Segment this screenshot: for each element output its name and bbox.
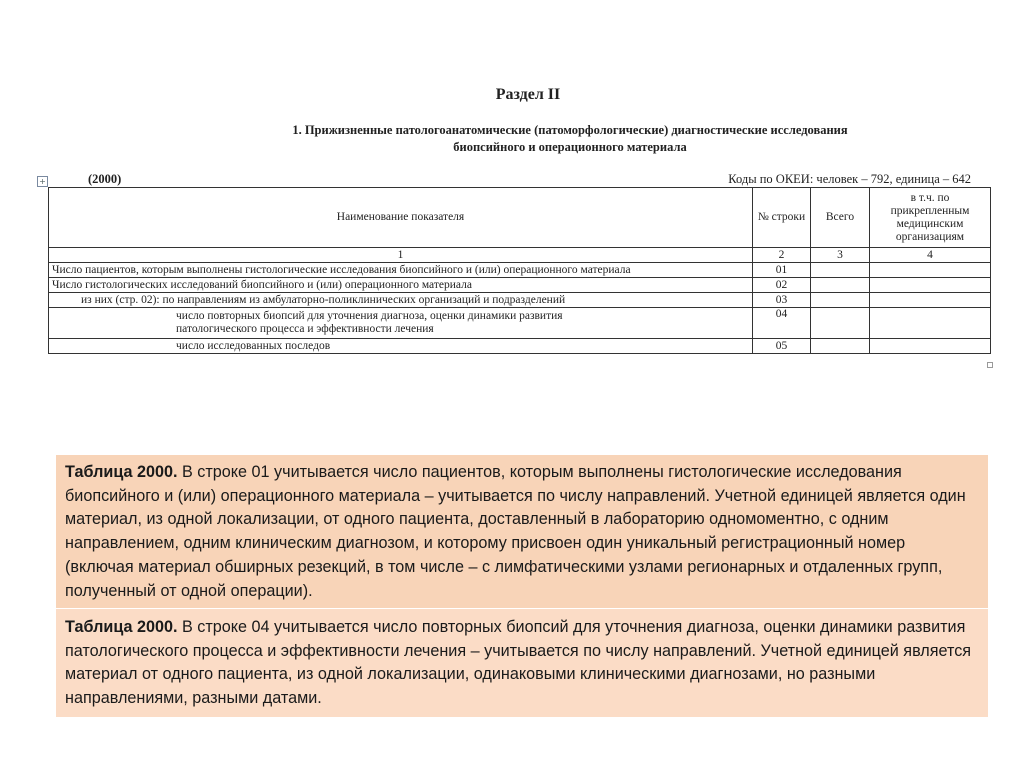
- table-caption-line-2: биопсийного и операционного материала: [453, 140, 687, 154]
- table-header-row: [49, 188, 991, 248]
- row-code: 04: [753, 308, 811, 339]
- row-label: из них (стр. 02): по направлениям из амбулаторно-поликлинических организаций и подразделений: [49, 293, 753, 308]
- header-total: Всего: [811, 188, 870, 248]
- row-label: число исследованных последов: [49, 339, 753, 354]
- table-row: [49, 308, 991, 339]
- row-attached-cell[interactable]: [870, 278, 991, 293]
- note-text: В строке 04 учитывается число повторных биопсий для уточнения диагноза, оценки динамики развития патологического процесса и эффективности лечения – учитывается по числу направлений. Учетной единицей является материал от одного пациента, из одной локализации, одинаковыми клиническими диагнозами, но разными направлениями, разными датами.: [65, 618, 972, 708]
- row-label-line-2: патологического процесса и эффективности лечения: [176, 323, 434, 335]
- table-row: [49, 339, 991, 354]
- row-code: 05: [753, 339, 811, 354]
- row-attached-cell[interactable]: [870, 339, 991, 354]
- row-code: 02: [753, 278, 811, 293]
- column-number: 2: [753, 248, 811, 263]
- column-number: 1: [49, 248, 753, 263]
- table-row: [49, 293, 991, 308]
- note-label: Таблица 2000.: [65, 618, 178, 636]
- row-label: [49, 308, 753, 339]
- form-code: (2000): [88, 172, 122, 186]
- row-total-cell[interactable]: [811, 263, 870, 278]
- note-text: В строке 01 учитывается число пациентов, которым выполнены гистологические исследования биопсийного и (или) операционного материала – учитывается по числу направлений. Учетной единицей является один материал, из одной локализации, от одного пациента, доставленный в лабораторию одномоментно, с одним направлением, одним клиническим диагнозом, и которому присвоен один уникальный регистрационный номер (включая материал обширных резекций, в том числе – с лимфатическими узлами регионарных и отдаленных групп, полученный от одной операции).: [65, 463, 966, 600]
- row-total-cell[interactable]: [811, 308, 870, 339]
- table-caption: [140, 122, 1000, 156]
- row-label: Число гистологических исследований биопсийного и (или) операционного материала: [49, 278, 753, 293]
- column-number: 3: [811, 248, 870, 263]
- header-indicator-name: Наименование показателя: [49, 188, 753, 248]
- row-code: 01: [753, 263, 811, 278]
- row-total-cell[interactable]: [811, 293, 870, 308]
- table-row: [49, 278, 991, 293]
- note-row-01: [56, 455, 988, 608]
- row-label-line-1: число повторных биопсий для уточнения диагноза, оценки динамики развития: [176, 310, 563, 322]
- okei-codes: Коды по ОКЕИ: человек – 792, единица – 642: [728, 172, 971, 186]
- table-row: [49, 263, 991, 278]
- report-table: [48, 187, 991, 354]
- row-total-cell[interactable]: [811, 278, 870, 293]
- row-attached-cell[interactable]: [870, 263, 991, 278]
- column-number-row: [49, 248, 991, 263]
- note-label: Таблица 2000.: [65, 463, 178, 481]
- table-resize-handle[interactable]: [987, 362, 993, 368]
- row-total-cell[interactable]: [811, 339, 870, 354]
- row-code: 03: [753, 293, 811, 308]
- header-row-number: № строки: [753, 188, 811, 248]
- section-title: Раздел II: [495, 86, 561, 103]
- row-label: Число пациентов, которым выполнены гистологические исследования биопсийного и (или) операционного материала: [49, 263, 753, 278]
- row-attached-cell[interactable]: [870, 293, 991, 308]
- row-attached-cell[interactable]: [870, 308, 991, 339]
- header-attached-orgs: в т.ч. по прикрепленным медицинским организациям: [870, 188, 991, 248]
- table-caption-line-1: 1. Прижизненные патологоанатомические (патоморфологические) диагностические исследования: [292, 123, 848, 137]
- note-row-04: [56, 609, 988, 717]
- column-number: 4: [870, 248, 991, 263]
- table-move-handle-icon[interactable]: +: [37, 176, 48, 187]
